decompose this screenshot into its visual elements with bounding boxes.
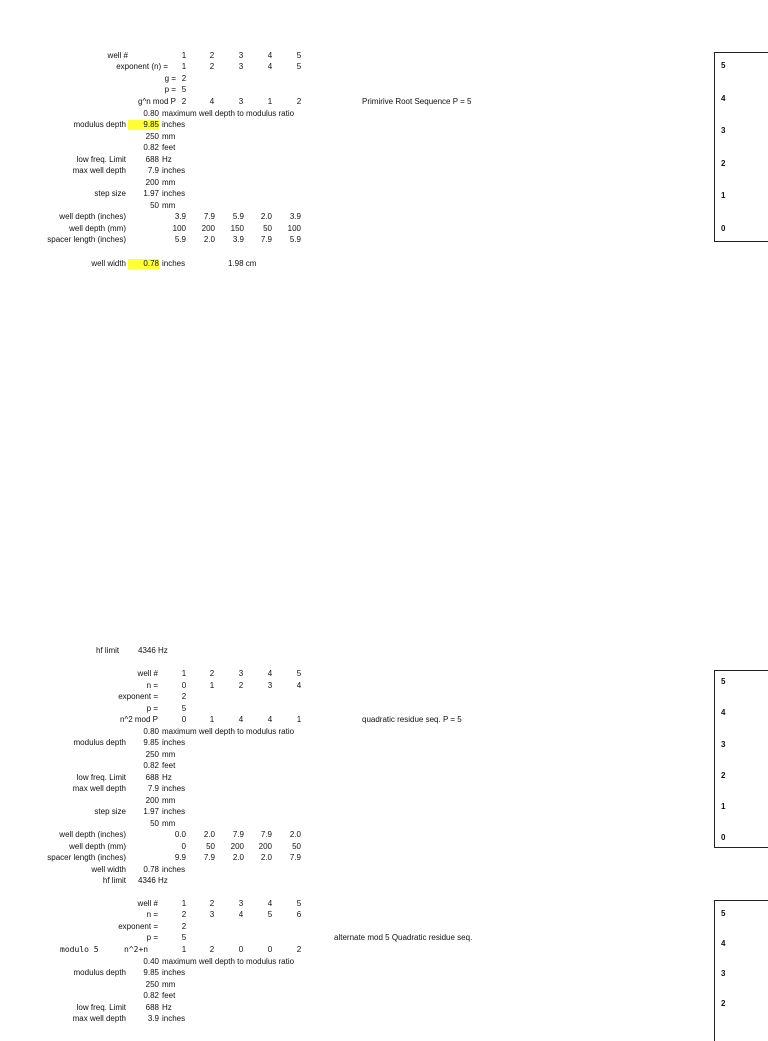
depth-in-cell: 5.9 bbox=[232, 212, 244, 221]
unit-feet: feet bbox=[162, 143, 176, 152]
hf-limit-value: 4346 Hz bbox=[138, 876, 168, 885]
unit-mm: mm bbox=[162, 178, 176, 187]
unit-inches: inches bbox=[162, 166, 186, 175]
hf-limit-label: hf limit bbox=[96, 646, 120, 655]
mm-value: 200 bbox=[145, 796, 159, 805]
depth-in-cell: 3.9 bbox=[174, 212, 186, 221]
max-well-depth-value: 7.9 bbox=[147, 166, 159, 175]
unit-hz: Hz bbox=[162, 773, 172, 782]
depth-mm-cell: 0 bbox=[181, 842, 186, 851]
depth-in-cell: 0.0 bbox=[174, 830, 186, 839]
well-label: well # bbox=[137, 669, 158, 678]
depth-mm-cell: 200 bbox=[258, 842, 272, 851]
modulus-depth-label: modulus depth bbox=[73, 738, 126, 747]
step-size-label: step size bbox=[94, 189, 126, 198]
unit-inches: inches bbox=[162, 120, 186, 129]
depth-in-cell: 2.0 bbox=[260, 212, 272, 221]
well-depth-inches-label: well depth (inches) bbox=[59, 212, 126, 221]
sequence-cell: 0 bbox=[238, 945, 244, 954]
sequence-cell: 0 bbox=[267, 945, 273, 954]
well-cell: 5 bbox=[296, 51, 302, 60]
sequence-cell: 4 bbox=[267, 715, 273, 724]
well-depth-mm-label: well depth (mm) bbox=[69, 842, 126, 851]
unit-inches: inches bbox=[162, 865, 186, 874]
unit-hz: Hz bbox=[162, 1003, 172, 1012]
mm-value: 250 bbox=[145, 132, 159, 141]
n-label: n = bbox=[146, 681, 158, 690]
axis-tick: 1 bbox=[721, 802, 726, 811]
well-cell: 4 bbox=[267, 669, 273, 678]
mm-value: 200 bbox=[145, 178, 159, 187]
depth-in-cell: 7.9 bbox=[203, 212, 215, 221]
sequence-cell: 4 bbox=[238, 715, 244, 724]
exponent-label: exponent (n) = bbox=[116, 62, 168, 71]
axis-tick: 4 bbox=[721, 708, 726, 717]
feet-value: 0.82 bbox=[143, 143, 159, 152]
p-value: 5 bbox=[181, 85, 187, 94]
ratio-text: maximum well depth to modulus ratio bbox=[162, 957, 295, 966]
well-cell: 1 bbox=[181, 899, 187, 908]
axis-tick: 5 bbox=[721, 61, 726, 70]
axis-tick: 0 bbox=[721, 833, 726, 842]
well-width-value: 0.78 bbox=[128, 259, 159, 269]
sequence-cell: 0 bbox=[181, 715, 187, 724]
modulus-depth-label: modulus depth bbox=[73, 120, 126, 129]
unit-inches: inches bbox=[162, 1014, 186, 1023]
mm-value: 250 bbox=[145, 750, 159, 759]
unit-inches: inches bbox=[162, 784, 186, 793]
modulus-depth-value: 9.85 bbox=[143, 968, 159, 977]
step-size-value: 1.97 bbox=[143, 807, 159, 816]
well-cell: 5 bbox=[296, 899, 302, 908]
axis-tick: 5 bbox=[721, 909, 726, 918]
low-freq-label: low freq. Limit bbox=[76, 773, 126, 782]
depth-mm-cell: 50 bbox=[292, 842, 301, 851]
hf-limit-value: 4346 Hz bbox=[138, 646, 168, 655]
well-cell: 1 bbox=[181, 51, 187, 60]
axis-tick: 2 bbox=[721, 999, 726, 1008]
well-label: well # bbox=[137, 899, 158, 908]
exponent-value: 2 bbox=[181, 692, 187, 701]
ratio-text: maximum well depth to modulus ratio bbox=[162, 109, 295, 118]
modulus-depth-label: modulus depth bbox=[73, 968, 126, 977]
axis-tick: 5 bbox=[721, 677, 726, 686]
unit-feet: feet bbox=[162, 761, 176, 770]
sequence-cell: 1 bbox=[267, 97, 273, 106]
n-cell: 0 bbox=[181, 681, 187, 690]
n-cell: 4 bbox=[296, 681, 302, 690]
depth-mm-cell: 100 bbox=[172, 224, 186, 233]
n-cell: 1 bbox=[209, 681, 215, 690]
well-cell: 4 bbox=[267, 51, 273, 60]
axis-tick: 4 bbox=[721, 94, 726, 103]
well-width-value: 0.78 bbox=[143, 865, 159, 874]
depth-mm-cell: 100 bbox=[287, 224, 301, 233]
step-size-label: step size bbox=[94, 807, 126, 816]
unit-inches: inches bbox=[162, 189, 186, 198]
chart-primitive-root-axis bbox=[714, 52, 768, 242]
exponent-cell: 2 bbox=[209, 62, 215, 71]
ratio-value: 0.40 bbox=[143, 957, 159, 966]
sequence-cell: 2 bbox=[181, 97, 187, 106]
low-freq-value: 688 bbox=[145, 1003, 159, 1012]
max-well-depth-label: max well depth bbox=[72, 784, 126, 793]
well-width-label: well width bbox=[91, 259, 126, 268]
max-well-depth-label: max well depth bbox=[72, 1014, 126, 1023]
spacer-cell: 9.9 bbox=[174, 853, 186, 862]
n-label: n = bbox=[146, 910, 158, 919]
well-cell: 2 bbox=[209, 51, 215, 60]
well-cell: 1 bbox=[181, 669, 187, 678]
sequence-label: n^2 mod P bbox=[120, 715, 158, 724]
unit-inches: inches bbox=[162, 807, 186, 816]
sequence-cell: 1 bbox=[296, 715, 302, 724]
sequence-cell: 3 bbox=[238, 97, 244, 106]
unit-mm: mm bbox=[162, 980, 176, 989]
depth-mm-cell: 200 bbox=[201, 224, 215, 233]
feet-value: 0.82 bbox=[143, 761, 159, 770]
well-cell: 3 bbox=[238, 51, 244, 60]
depth-in-cell: 2.0 bbox=[289, 830, 301, 839]
n-cell: 3 bbox=[267, 681, 273, 690]
well-cell: 3 bbox=[238, 899, 244, 908]
spacer-cell: 3.9 bbox=[232, 235, 244, 244]
g-value: 2 bbox=[181, 74, 187, 83]
exponent-cell: 1 bbox=[181, 62, 187, 71]
unit-mm: mm bbox=[162, 132, 176, 141]
spacer-cell: 2.0 bbox=[203, 235, 215, 244]
sequence-label: g^n mod P bbox=[138, 97, 176, 106]
spacer-cell: 2.0 bbox=[260, 853, 272, 862]
modulo-label: modulo 5 bbox=[60, 945, 99, 954]
modulus-depth-value: 9.85 bbox=[143, 738, 159, 747]
n-cell: 3 bbox=[209, 910, 215, 919]
n-cell: 6 bbox=[296, 910, 302, 919]
unit-feet: feet bbox=[162, 991, 176, 1000]
exponent-cell: 3 bbox=[238, 62, 244, 71]
low-freq-label: low freq. Limit bbox=[76, 1003, 126, 1012]
chart-alternate-residue-axis bbox=[714, 900, 768, 1041]
p-label: p = bbox=[164, 85, 176, 94]
spacer-cell: 5.9 bbox=[174, 235, 186, 244]
sequence-title: Primirive Root Sequence P = 5 bbox=[362, 97, 472, 106]
depth-in-cell: 3.9 bbox=[289, 212, 301, 221]
well-cell: 4 bbox=[267, 899, 273, 908]
depth-mm-cell: 50 bbox=[206, 842, 215, 851]
exponent-value: 2 bbox=[181, 922, 187, 931]
unit-mm: mm bbox=[162, 750, 176, 759]
ratio-value: 0.80 bbox=[143, 727, 159, 736]
spacer-cell: 7.9 bbox=[260, 235, 272, 244]
well-cell: 3 bbox=[238, 669, 244, 678]
sequence-cell: 1 bbox=[209, 715, 215, 724]
n-cell: 2 bbox=[181, 910, 187, 919]
depth-in-cell: 7.9 bbox=[232, 830, 244, 839]
unit-mm: mm bbox=[162, 201, 176, 210]
n-cell: 5 bbox=[267, 910, 273, 919]
n-cell: 2 bbox=[238, 681, 244, 690]
spacer-cell: 7.9 bbox=[203, 853, 215, 862]
well-width-cm: 1.98 cm bbox=[228, 259, 257, 268]
spacer-cell: 2.0 bbox=[232, 853, 244, 862]
sequence-title: alternate mod 5 Quadratic residue seq. bbox=[334, 933, 473, 942]
step-size-value: 1.97 bbox=[143, 189, 159, 198]
sequence-cell: 4 bbox=[209, 97, 215, 106]
unit-hz: Hz bbox=[162, 155, 172, 164]
low-freq-label: low freq. Limit bbox=[76, 155, 126, 164]
spacer-cell: 7.9 bbox=[289, 853, 301, 862]
sequence-cell: 2 bbox=[209, 945, 215, 954]
axis-tick: 0 bbox=[721, 224, 726, 233]
exponent-cell: 5 bbox=[296, 62, 302, 71]
ratio-value: 0.80 bbox=[143, 109, 159, 118]
depth-in-cell: 2.0 bbox=[203, 830, 215, 839]
axis-tick: 2 bbox=[721, 159, 726, 168]
axis-tick: 2 bbox=[721, 771, 726, 780]
axis-tick: 1 bbox=[721, 191, 726, 200]
ratio-text: maximum well depth to modulus ratio bbox=[162, 727, 295, 736]
mm-value: 50 bbox=[150, 201, 159, 210]
unit-inches: inches bbox=[162, 259, 186, 268]
g-label: g = bbox=[164, 74, 176, 83]
well-depth-mm-label: well depth (mm) bbox=[69, 224, 126, 233]
depth-mm-cell: 150 bbox=[230, 224, 244, 233]
mm-value: 250 bbox=[145, 980, 159, 989]
depth-mm-cell: 200 bbox=[230, 842, 244, 851]
spacer-length-label: spacer length (inches) bbox=[47, 853, 126, 862]
well-depth-inches-label: well depth (inches) bbox=[59, 830, 126, 839]
p-value: 5 bbox=[181, 704, 187, 713]
axis-tick: 3 bbox=[721, 969, 726, 978]
exponent-cell: 4 bbox=[267, 62, 273, 71]
axis-tick: 3 bbox=[721, 126, 726, 135]
well-cell: 2 bbox=[209, 669, 215, 678]
chart-quadratic-residue-axis bbox=[714, 670, 768, 848]
sequence-cell: 2 bbox=[296, 945, 302, 954]
well-label: well # bbox=[107, 51, 128, 60]
well-cell: 2 bbox=[209, 899, 215, 908]
modulus-depth-value: 9.85 bbox=[128, 120, 159, 130]
sequence-cell: 2 bbox=[296, 97, 302, 106]
spacer-length-label: spacer length (inches) bbox=[47, 235, 126, 244]
p-label: p = bbox=[146, 933, 158, 942]
unit-mm: mm bbox=[162, 819, 176, 828]
depth-in-cell: 7.9 bbox=[260, 830, 272, 839]
well-width-label: well width bbox=[91, 865, 126, 874]
unit-inches: inches bbox=[162, 968, 186, 977]
exponent-label: exponent = bbox=[118, 922, 158, 931]
hf-limit-label: hf limit bbox=[102, 876, 126, 885]
max-well-depth-value: 3.9 bbox=[147, 1014, 159, 1023]
mm-value: 50 bbox=[150, 819, 159, 828]
p-label: p = bbox=[146, 704, 158, 713]
low-freq-value: 688 bbox=[145, 773, 159, 782]
n-cell: 4 bbox=[238, 910, 244, 919]
axis-tick: 3 bbox=[721, 740, 726, 749]
max-well-depth-label: max well depth bbox=[72, 166, 126, 175]
well-cell: 5 bbox=[296, 669, 302, 678]
unit-mm: mm bbox=[162, 796, 176, 805]
axis-tick: 4 bbox=[721, 939, 726, 948]
exponent-label: exponent = bbox=[118, 692, 158, 701]
feet-value: 0.82 bbox=[143, 991, 159, 1000]
sequence-title: quadratic residue seq. P = 5 bbox=[362, 715, 462, 724]
depth-mm-cell: 50 bbox=[263, 224, 272, 233]
sequence-label: n^2+n bbox=[124, 945, 149, 954]
unit-inches: inches bbox=[162, 738, 186, 747]
low-freq-value: 688 bbox=[145, 155, 159, 164]
spacer-cell: 5.9 bbox=[289, 235, 301, 244]
sequence-cell: 1 bbox=[181, 945, 187, 954]
max-well-depth-value: 7.9 bbox=[147, 784, 159, 793]
p-value: 5 bbox=[181, 933, 187, 942]
